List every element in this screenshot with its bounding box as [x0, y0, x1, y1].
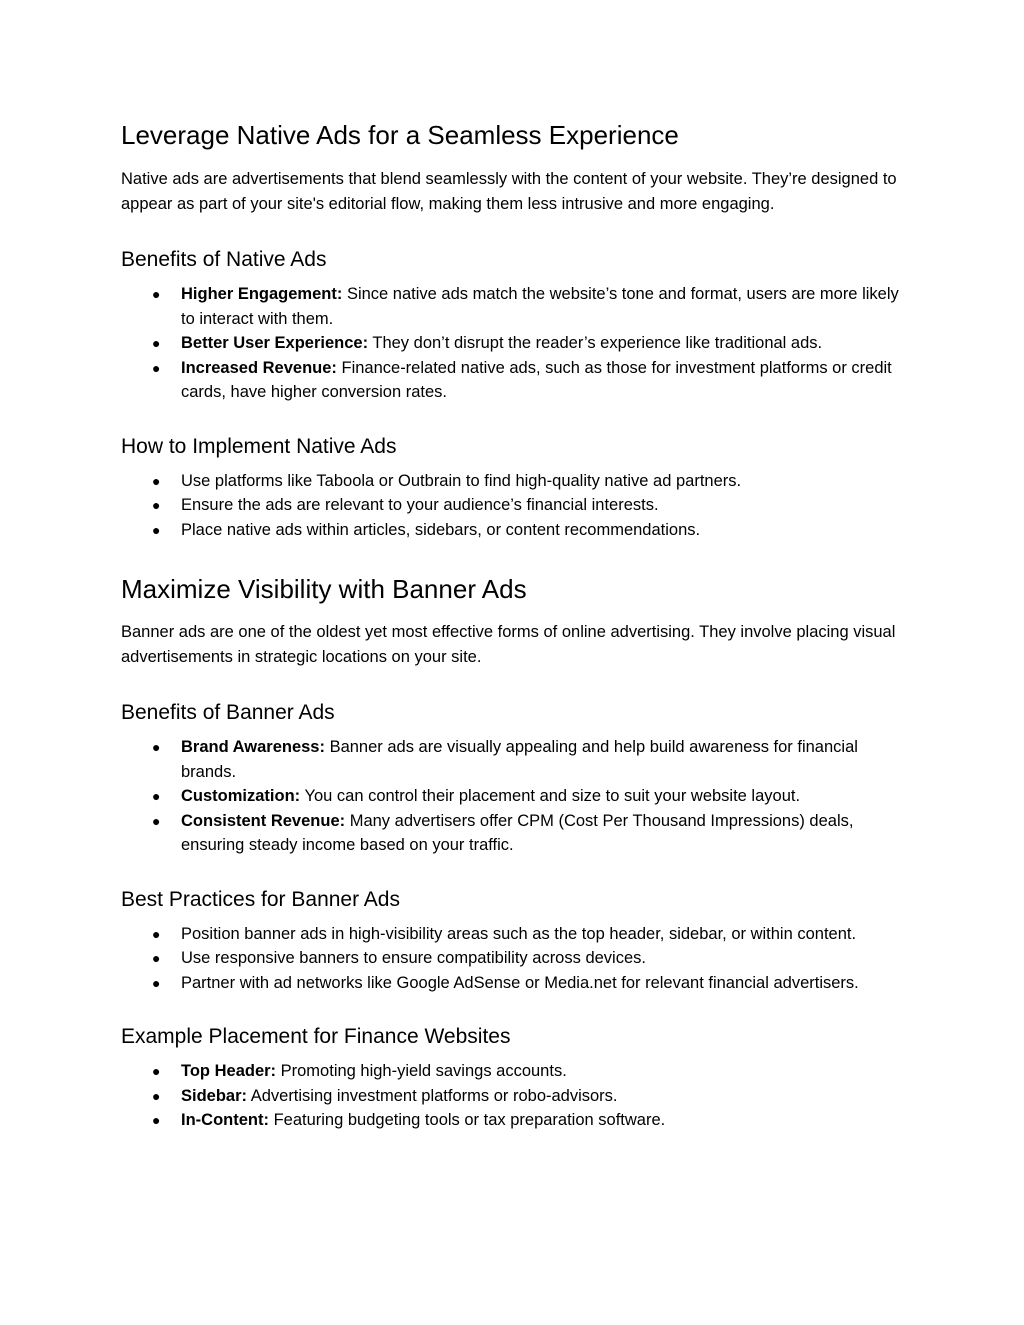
heading-benefits-banner-ads: Benefits of Banner Ads — [121, 701, 335, 724]
bullet-icon: ● — [152, 521, 161, 538]
list-item: ● Increased Revenue: Finance-related native ads, such as those for investment platforms or credit cards, have higher conversion rates. — [121, 356, 911, 405]
heading-example-placement: Example Placement for Finance Websites — [121, 1025, 511, 1048]
document-body — [121, 118, 911, 1133]
list-item: ● Use responsive banners to ensure compatibility across devices. — [121, 946, 911, 971]
bullet-icon: ● — [152, 497, 161, 513]
bullet-icon: ● — [152, 1087, 161, 1104]
list-item: ● Sidebar: Advertising investment platforms or robo-advisors. — [121, 1084, 911, 1109]
heading-implement-native-ads: How to Implement Native Ads — [121, 434, 397, 458]
bullet-icon: ● — [152, 1112, 161, 1128]
bullet-icon: ● — [152, 974, 161, 991]
list-item: ● Customization: You can control their placement and size to suit your website layout. — [121, 784, 911, 809]
bullet-icon: ● — [152, 286, 161, 302]
bullet-icon: ● — [152, 739, 161, 755]
section-title-native-ads: Leverage Native Ads for a Seamless Experience — [121, 120, 679, 150]
list-item: ● Place native ads within articles, sidebars, or content recommendations. — [121, 518, 911, 543]
list-item: ● In-Content: Featuring budgeting tools or tax preparation software. — [121, 1108, 911, 1133]
example-placement-list — [121, 1059, 911, 1133]
section-title-banner-ads: Maximize Visibility with Banner Ads — [121, 574, 527, 604]
benefits-native-ads-list — [121, 282, 911, 405]
list-item: ● Top Header: Promoting high-yield savings accounts. — [121, 1059, 911, 1084]
bullet-icon: ● — [152, 788, 161, 804]
list-item: ● Better User Experience: They don’t disrupt the reader’s experience like traditional ads. — [121, 331, 911, 356]
bullet-icon: ● — [152, 472, 161, 489]
implement-native-ads-list — [121, 469, 911, 543]
list-item: ● Higher Engagement: Since native ads match the website’s tone and format, users are more likely to interact with them. — [121, 282, 911, 331]
benefits-banner-ads-list — [121, 735, 911, 858]
list-item: ● Use platforms like Taboola or Outbrain to find high-quality native ad partners. — [121, 469, 911, 494]
bullet-icon: ● — [152, 359, 161, 376]
banner-ads-intro: Banner ads are one of the oldest yet most effective forms of online advertising. They involve placing visual advertisements in strategic locations on your site. — [121, 623, 896, 666]
bullet-icon: ● — [152, 812, 161, 829]
list-item: ● Partner with ad networks like Google AdSense or Media.net for relevant financial advertisers. — [121, 971, 911, 996]
bullet-icon: ● — [152, 1063, 161, 1079]
heading-best-practices-banner-ads: Best Practices for Banner Ads — [121, 887, 400, 911]
best-practices-banner-ads-list — [121, 922, 911, 996]
native-ads-intro: Native ads are advertisements that blend seamlessly with the content of your website. They’re designed to appear as part of your site's editorial flow, making them less intrusive and more engaging. — [121, 170, 897, 213]
list-item: ● Brand Awareness: Banner ads are visually appealing and help build awareness for financial brands. — [121, 735, 911, 784]
list-item: ● Consistent Revenue: Many advertisers offer CPM (Cost Per Thousand Impressions) deals, ensuring steady income based on your traffic. — [121, 809, 911, 858]
bullet-icon: ● — [152, 950, 161, 966]
list-item: ● Position banner ads in high-visibility areas such as the top header, sidebar, or within content. — [121, 922, 911, 947]
heading-benefits-native-ads: Benefits of Native Ads — [121, 248, 327, 271]
list-item: ● Ensure the ads are relevant to your audience’s financial interests. — [121, 493, 911, 518]
bullet-icon: ● — [152, 925, 161, 942]
bullet-icon: ● — [152, 335, 161, 351]
